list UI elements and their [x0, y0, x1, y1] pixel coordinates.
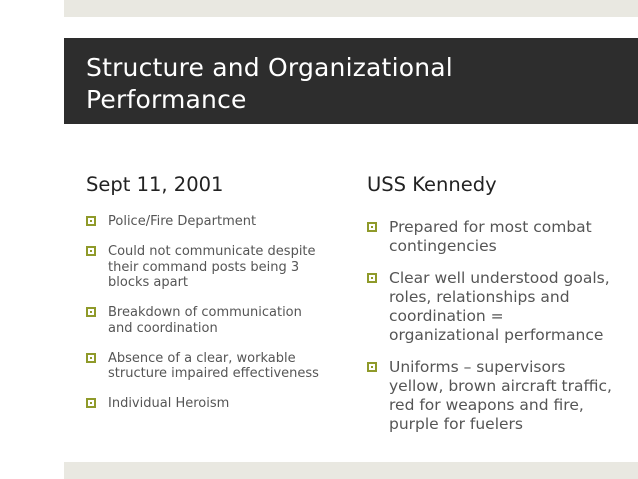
left-bullet-list — [86, 214, 326, 426]
bullet-item — [86, 214, 326, 230]
square-bullet-icon — [367, 222, 377, 232]
top-decorative-band — [64, 0, 638, 17]
bullet-text: Uniforms – supervisors yellow, brown aircraft traffic, red for weapons and fire, purple for fuelers — [389, 358, 612, 433]
bullet-item — [86, 244, 326, 291]
bullet-text: Breakdown of communication and coordination — [108, 305, 302, 336]
bullet-item — [86, 305, 326, 336]
square-bullet-icon — [86, 246, 96, 256]
square-bullet-icon — [367, 362, 377, 372]
bullet-item — [86, 351, 326, 382]
square-bullet-icon — [86, 216, 96, 226]
bullet-text: Prepared for most combat contingencies — [389, 218, 592, 255]
bullet-item — [86, 396, 326, 412]
bullet-text: Clear well understood goals, roles, relationships and coordination = organizational performance — [389, 269, 610, 344]
bullet-text: Absence of a clear, workable structure impaired effectiveness — [108, 350, 319, 381]
bullet-text: Could not communicate despite their command posts being 3 blocks apart — [108, 244, 316, 290]
bottom-decorative-band — [64, 462, 638, 479]
slide-title: Structure and Organizational Performance — [86, 53, 453, 114]
square-bullet-icon — [367, 273, 377, 283]
square-bullet-icon — [86, 353, 96, 363]
right-bullet-list — [367, 218, 617, 447]
bullet-item — [367, 358, 617, 434]
bullet-text: Individual Heroism — [108, 396, 230, 411]
bullet-item — [367, 269, 617, 345]
square-bullet-icon — [86, 307, 96, 317]
square-bullet-icon — [86, 398, 96, 408]
bullet-item — [367, 218, 617, 256]
right-column-heading: USS Kennedy — [367, 173, 497, 196]
bullet-text: Police/Fire Department — [108, 214, 257, 229]
left-column-heading: Sept 11, 2001 — [86, 173, 224, 196]
